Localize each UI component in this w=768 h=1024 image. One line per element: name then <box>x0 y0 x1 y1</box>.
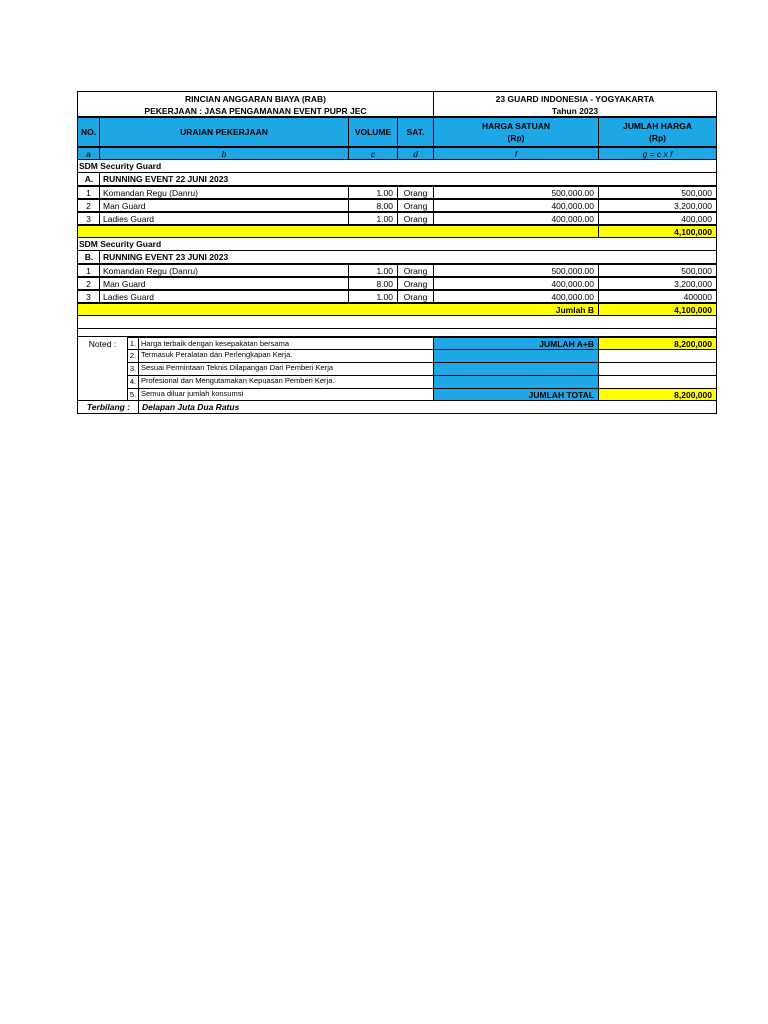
item-jumlah: 400,000 <box>598 212 717 225</box>
table-row <box>77 186 717 199</box>
jumlah-total-label: JUMLAH TOTAL <box>433 388 599 401</box>
item-harga: 400,000.00 <box>433 212 599 225</box>
jumlah-ab-value: 8,200,000 <box>598 337 717 350</box>
note-text: Profesional dan Mengutamakan Kepuasan Pemberi Kerja. <box>138 375 434 389</box>
section-group-label: SDM Security Guard <box>77 160 717 173</box>
item-no: 3 <box>77 212 100 225</box>
note-text: Harga terbaik dengan kesepakatan bersama <box>138 337 434 350</box>
item-volume: 1.00 <box>348 186 398 199</box>
empty-row <box>77 316 717 329</box>
col-jumlah-harga-header <box>598 117 717 147</box>
code-b: b <box>99 147 349 160</box>
year-label: Tahun 2023 <box>551 106 599 116</box>
item-name: Ladies Guard <box>99 212 349 225</box>
harga-satuan-unit: (Rp) <box>507 133 525 143</box>
col-uraian-header: URAIAN PEKERJAAN <box>99 117 349 147</box>
subtotal-label <box>77 225 599 238</box>
code-c: c <box>348 147 398 160</box>
col-harga-satuan-header <box>433 117 599 147</box>
table-row <box>77 264 717 277</box>
item-name: Man Guard <box>99 277 349 290</box>
item-no: 1 <box>77 186 100 199</box>
item-volume: 8.00 <box>348 199 398 212</box>
code-g: g = c x f <box>598 147 717 160</box>
item-harga: 400,000.00 <box>433 277 599 290</box>
section-b-group-row <box>77 238 717 251</box>
item-harga: 500,000.00 <box>433 186 599 199</box>
jumlah-harga-label: JUMLAH HARGA <box>623 121 692 131</box>
item-no: 2 <box>77 199 100 212</box>
col-volume-header: VOLUME <box>348 117 398 147</box>
note-number: 2. <box>127 349 139 363</box>
harga-satuan-label: HARGA SATUAN <box>482 121 550 131</box>
column-code-row <box>77 147 717 160</box>
note-text: Termasuk Peralatan dan Perlengkapan Kerja. <box>138 349 434 363</box>
empty-blue-cell <box>433 375 599 389</box>
note-number: 3. <box>127 362 139 376</box>
item-name: Komandan Regu (Danru) <box>99 186 349 199</box>
empty-cell <box>598 349 717 363</box>
notes-label: Noted : <box>77 337 127 401</box>
table-row <box>77 212 717 225</box>
terbilang-row <box>77 401 717 414</box>
title-line-1: RINCIAN ANGGARAN BIAYA (RAB) <box>185 94 326 104</box>
company-cell <box>433 91 717 117</box>
terbilang-label: Terbilang : <box>77 401 139 414</box>
subtotal-value: 4,100,000 <box>598 303 717 316</box>
item-volume: 1.00 <box>348 212 398 225</box>
table-row <box>77 290 717 303</box>
table-row <box>77 277 717 290</box>
item-jumlah: 500,000 <box>598 186 717 199</box>
col-sat-header: SAT. <box>397 117 434 147</box>
section-title: RUNNING EVENT 22 JUNI 2023 <box>99 173 717 186</box>
subtotal-label: Jumlah B <box>77 303 599 316</box>
title-line-2: PEKERJAAN : JASA PENGAMANAN EVENT PUPR JEC <box>144 106 367 116</box>
empty-blue-cell <box>433 349 599 363</box>
item-volume: 1.00 <box>348 290 398 303</box>
jumlah-total-value: 8,200,000 <box>598 388 717 401</box>
title-block <box>77 91 717 117</box>
empty-row <box>77 329 717 337</box>
item-no: 1 <box>77 264 100 277</box>
empty-blue-cell <box>433 362 599 376</box>
item-harga: 400,000.00 <box>433 199 599 212</box>
section-a-title-row <box>77 173 717 186</box>
note-text: Sesuai Permintaan Teknis Dilapangan Dari Pemberi Kerja <box>138 362 434 376</box>
section-code: B. <box>77 251 100 264</box>
item-sat: Orang <box>397 290 434 303</box>
item-jumlah: 500,000 <box>598 264 717 277</box>
company-name: 23 GUARD INDONESIA - YOGYAKARTA <box>495 94 655 104</box>
col-no-header: NO. <box>77 117 100 147</box>
empty-cell <box>598 362 717 376</box>
item-name: Komandan Regu (Danru) <box>99 264 349 277</box>
item-sat: Orang <box>397 212 434 225</box>
section-code: A. <box>77 173 100 186</box>
item-name: Ladies Guard <box>99 290 349 303</box>
item-jumlah: 3,200,000 <box>598 277 717 290</box>
notes-block <box>77 337 717 401</box>
note-text: Semua diluar jumlah konsumsi <box>138 388 434 401</box>
code-a: a <box>77 147 100 160</box>
empty-cell <box>77 316 717 329</box>
note-number: 1. <box>127 337 139 350</box>
jumlah-ab-label: JUMLAH A+B <box>433 337 599 350</box>
item-jumlah: 3,200,000 <box>598 199 717 212</box>
item-sat: Orang <box>397 199 434 212</box>
note-number: 4. <box>127 375 139 389</box>
item-volume: 1.00 <box>348 264 398 277</box>
code-d: d <box>397 147 434 160</box>
title-cell <box>77 91 434 117</box>
table-row <box>77 199 717 212</box>
terbilang-value: Delapan Juta Dua Ratus <box>138 401 717 414</box>
section-group-label: SDM Security Guard <box>77 238 717 251</box>
section-title: RUNNING EVENT 23 JUNI 2023 <box>99 251 717 264</box>
jumlah-harga-unit: (Rp) <box>649 133 666 143</box>
item-no: 3 <box>77 290 100 303</box>
item-no: 2 <box>77 277 100 290</box>
item-harga: 400,000.00 <box>433 290 599 303</box>
item-sat: Orang <box>397 186 434 199</box>
section-b-title-row <box>77 251 717 264</box>
subtotal-row-a <box>77 225 717 238</box>
item-volume: 8.00 <box>348 277 398 290</box>
empty-cell <box>77 329 717 337</box>
code-f: f <box>433 147 599 160</box>
item-harga: 500,000.00 <box>433 264 599 277</box>
section-a-group-row <box>77 160 717 173</box>
item-sat: Orang <box>397 277 434 290</box>
note-number: 5. <box>127 388 139 401</box>
column-header-row <box>77 117 717 147</box>
empty-cell <box>598 375 717 389</box>
item-name: Man Guard <box>99 199 349 212</box>
item-jumlah: 400000 <box>598 290 717 303</box>
subtotal-row-b <box>77 303 717 316</box>
subtotal-value: 4,100,000 <box>598 225 717 238</box>
item-sat: Orang <box>397 264 434 277</box>
